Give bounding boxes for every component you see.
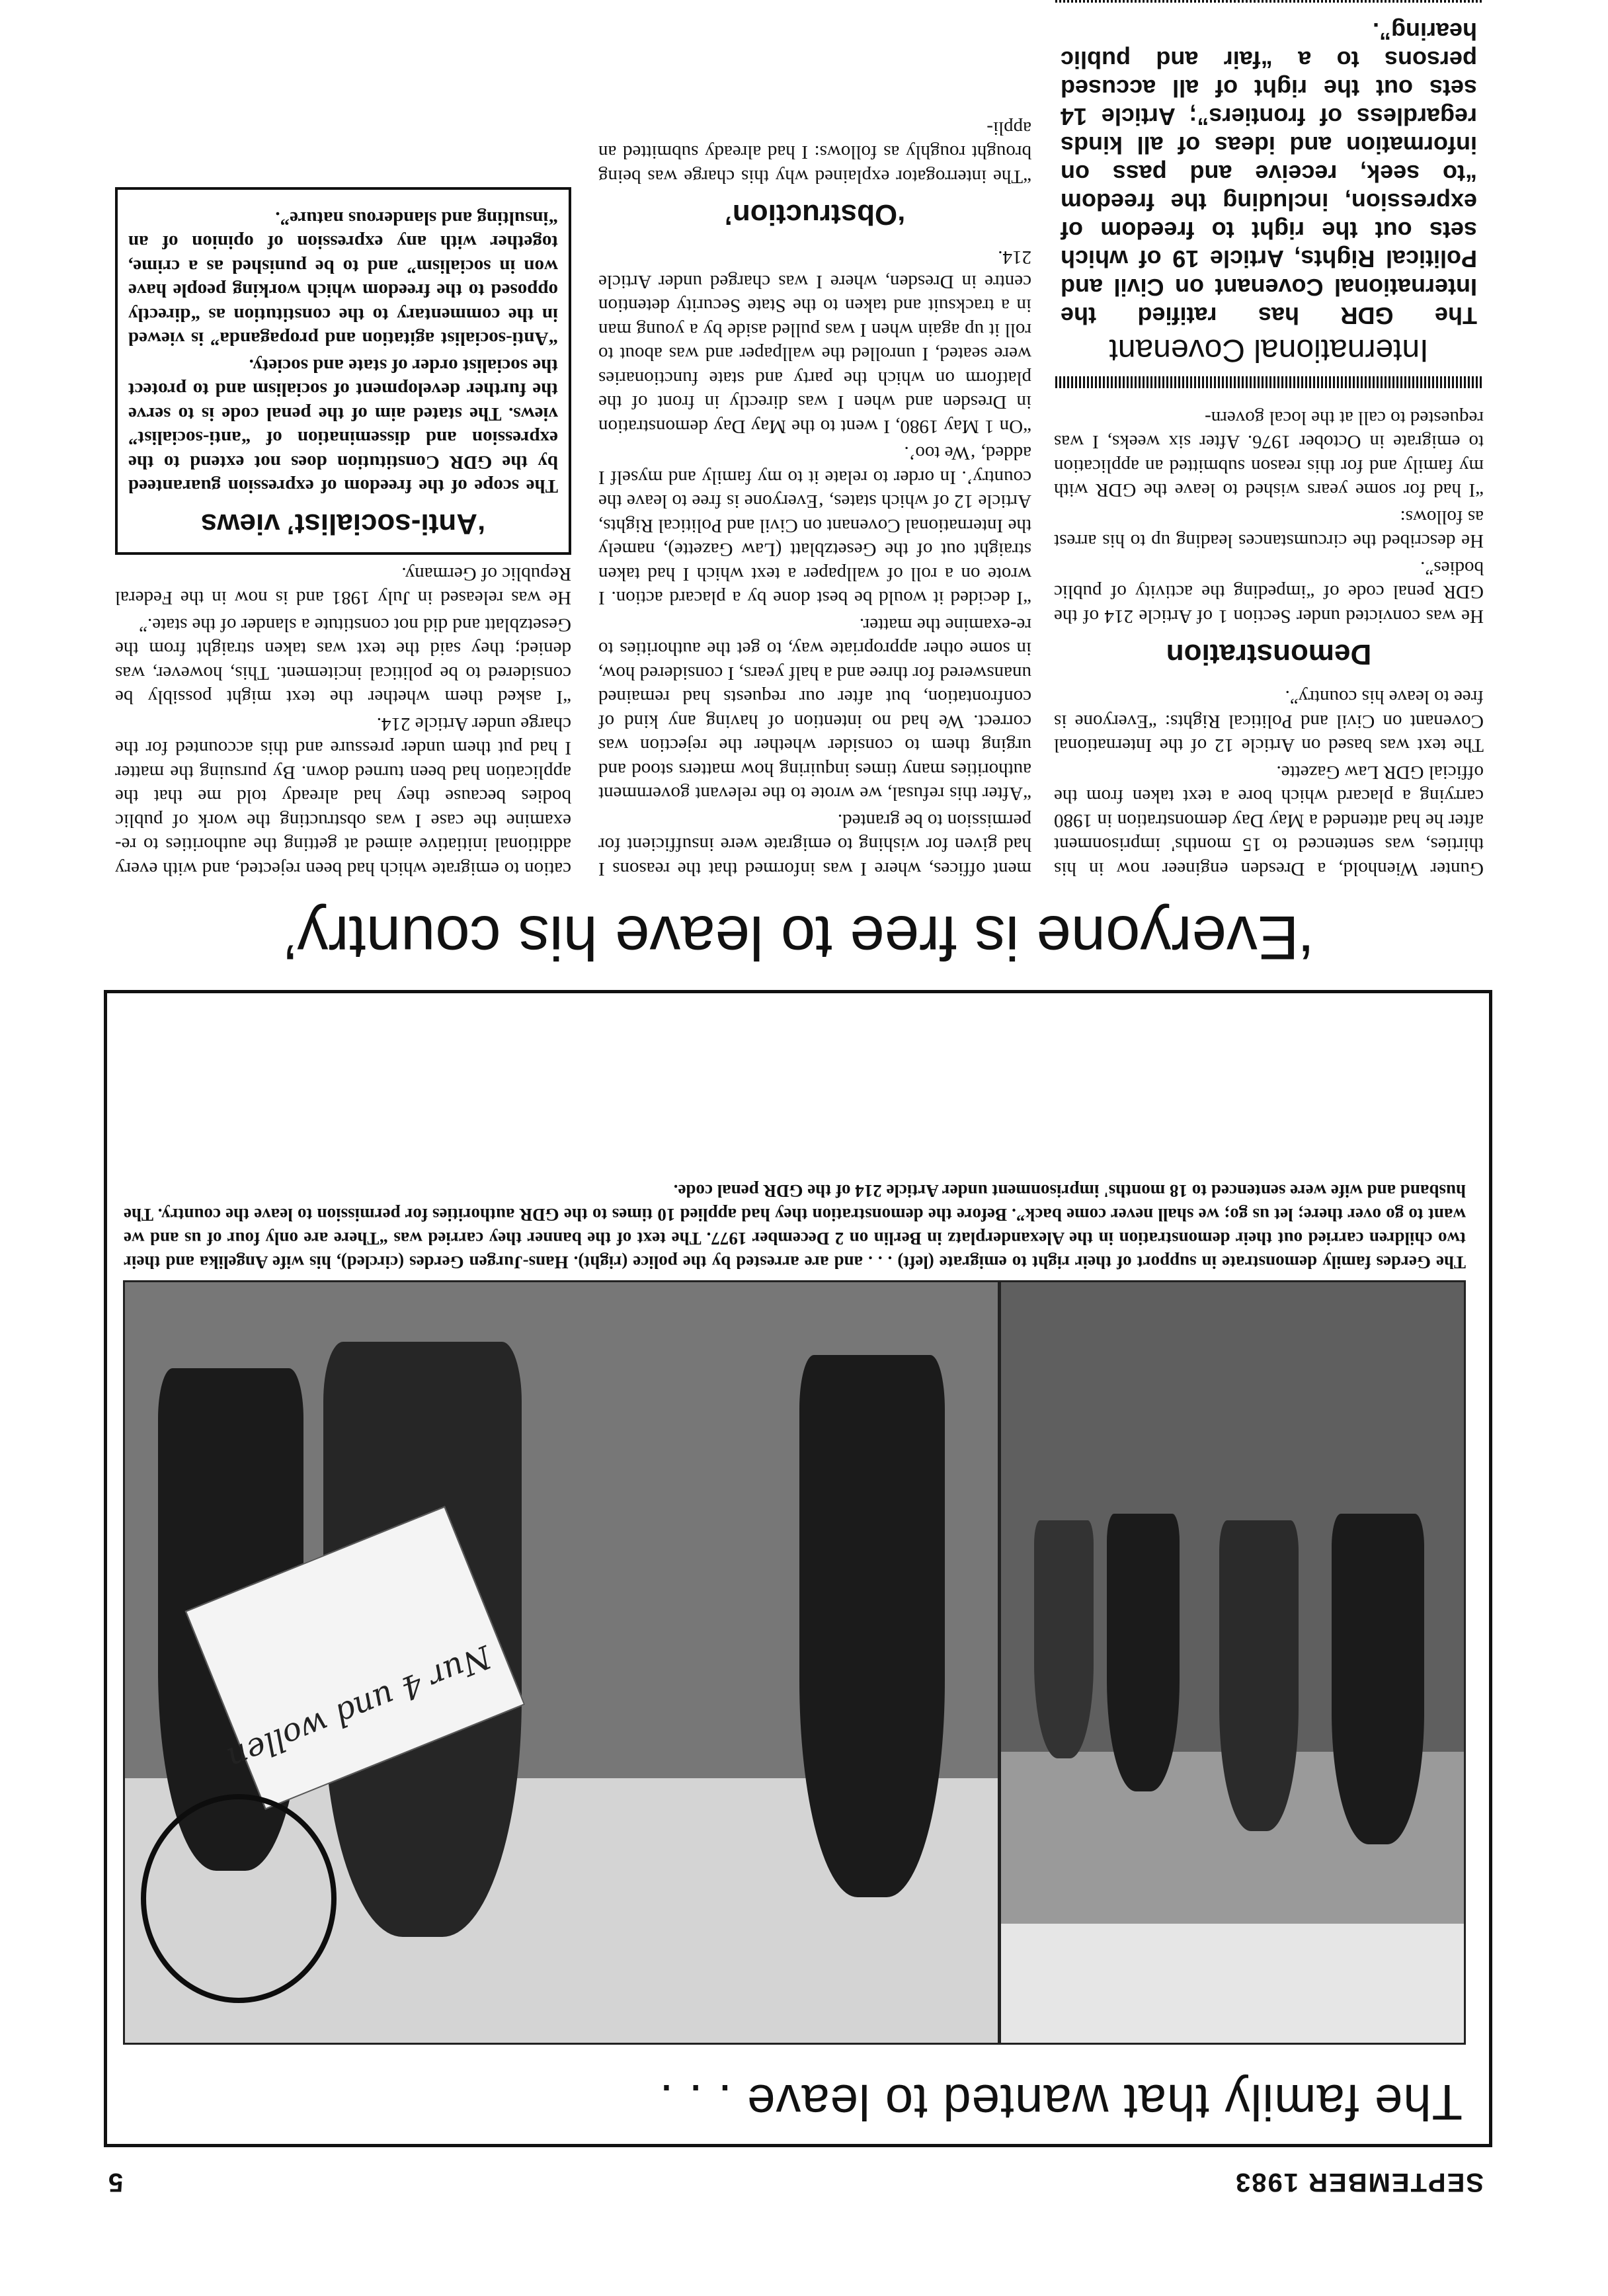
box-title: ‘Anti-socialist’ views — [200, 508, 486, 541]
box-text: The GDR has ratified the International Covenant on Civil and Political Rights, Article 19 of which sets out the right to freedom of expression, including the freedom “to seek, receive and pass on information and ideas of all kinds regardless of frontiers”; Article 14 sets out the right of all accused persons to a “fair and public hearing”. — [1061, 18, 1477, 329]
paragraph: “The interrogator explained why this charge was being brought roughly as follows: I had already submitted an appli- — [598, 118, 1031, 187]
paragraph: cation to emigrate which had been rejected, and with every additional initiative aimed at getting the authorities to re-examine the case I was obstructing the work of public bodies because they had already told me that the application had been turned down. By pursuing the matter I had put them under pressure and this accounted for the charge under Article 214. — [115, 714, 571, 880]
box-title: International Covenant — [1109, 333, 1429, 368]
box-paragraph: The scope of the freedom of expression guaranteed by the GDR Constitution does not extend to the expression and dissemination of “anti-socialist” views. The stated aim of the penal code is to serve the further development of socialism and to protect the socialist order of state and society. — [128, 355, 558, 497]
subhead-obstruction: ‘Obstruction’ — [724, 198, 906, 231]
paragraph: He was convicted under Section 1 of Article 214 of the GDR penal code of “impeding the activity of public bodies”. — [1054, 557, 1484, 627]
circle-mark-icon — [141, 1794, 337, 2003]
folio-month: SEPTEMBER 1983 — [1234, 2168, 1484, 2197]
article-column-2 — [598, 114, 1031, 882]
photo-caption: The Gerdes family demonstrate in support of their right to emigrate (left) . . . and are arrested by the police (right). Hans-Jurgen Gerdes (circled), his wife Angelika and their two children carried out their demonstration in the Alexanderplatz in Berlin on 2 December 1977. The text of the banner they carried was “There are only four of us and we want to go over there; let us go; we shall never come back”. Before the demonstration they had applied 10 times to the GDR authorities for permission to leave the country. The husband and wife were sentenced to 18 months' imprisonment under Article 214 of the GDR penal code. — [124, 1181, 1466, 1272]
folio-page-number: 5 — [108, 2168, 124, 2197]
article-column-1 — [1054, 0, 1484, 881]
paragraph: Gunter Wienhold, a Dresden engineer now in his thirties, was sentenced to 15 months' imprisonment after he had attended a May Day demonstration in 1980 carrying a placard which bore a text taken from the official GDR Law Gazette. — [1054, 762, 1484, 880]
paragraph: “On 1 May 1980, I went to the May Day demonstration in Dresden and when I was directly in front of the platform on which the party and state functionaries were seated, I unrolled the wallpaper and was about to roll it up again when I was pulled aside by a young man in a tracksuit and taken to the State Security detention centre in Dresden, where I was charged under Article 214. — [598, 247, 1031, 437]
anti-socialist-box — [115, 188, 571, 555]
article-column-3 — [115, 188, 571, 882]
paragraph: “I asked them whether the text might possibly be considered to be political incitement. This, however, was denied; they said the text was taken straight from the Gesetzblatt and did not constitute a slander of the state.” — [115, 614, 571, 708]
paragraph: “I decided it would be best done by a placard action. I wrote on a roll of wallpaper a text which I had taken straight out of the Gesetzblatt (Law Gazette), namely the International Covenant on Civil and Political Rights, Article 12 of which states, ‘Everyone is free to leave the country’. In order to relate it to my family and myself I added, ‘We too’. — [598, 442, 1031, 609]
paragraph: The text was based on Article 12 of the International Covenant on Civil and Political Rights: “Everyone is free to leave his country”. — [1054, 686, 1484, 757]
folio-bar — [108, 2157, 1484, 2197]
feature-title: The family that wanted to leave . . . — [659, 2074, 1463, 2130]
box-paragraph: “Anti-socialist agitation and propaganda” is viewed in the commentary to the constitution as “directly opposed to the freedom which working people have won in socialism” and to be punished as a crime, together with any expression of opinion of an “insulting and slanderous nature”. — [128, 208, 558, 350]
article-headline: ‘Everyone is free to leave his country’ — [283, 903, 1313, 973]
international-covenant-box — [1054, 0, 1484, 389]
paragraph: ment offices, where I was informed that the reasons I had given for wishing to emigrate were insufficient for permission to be granted. — [598, 810, 1031, 880]
paragraph: He was released in July 1981 and is now in the Federal Republic of Germany. — [115, 563, 571, 609]
paragraph: “I had for some years wished to leave the GDR with my family and for this reason submitted an application to emigrate in October 1976. After six weeks, I was requested to call at the local govern- — [1054, 407, 1484, 501]
banner-sign-text: Nur 4 und wollen — [221, 1637, 497, 1778]
feature-box — [104, 990, 1492, 2147]
photo-arrest — [123, 1280, 1000, 2045]
paragraph: He described the circumstances leading up to his arrest as follows: — [1054, 507, 1484, 552]
subhead-demonstration: Demonstration — [1166, 638, 1372, 671]
photo-demonstration — [999, 1280, 1466, 2045]
paragraph: “After this refusal, we wrote to the relevant government authorities many times inquiring how matters stood and urging them to consider whether the rejection was correct. We had no intention of having any kind of confrontation, but after our requests had remained unanswered for three and a half years, I considered how, in some other appropriate way, to get the authorities to re-examine the matter. — [598, 614, 1031, 805]
